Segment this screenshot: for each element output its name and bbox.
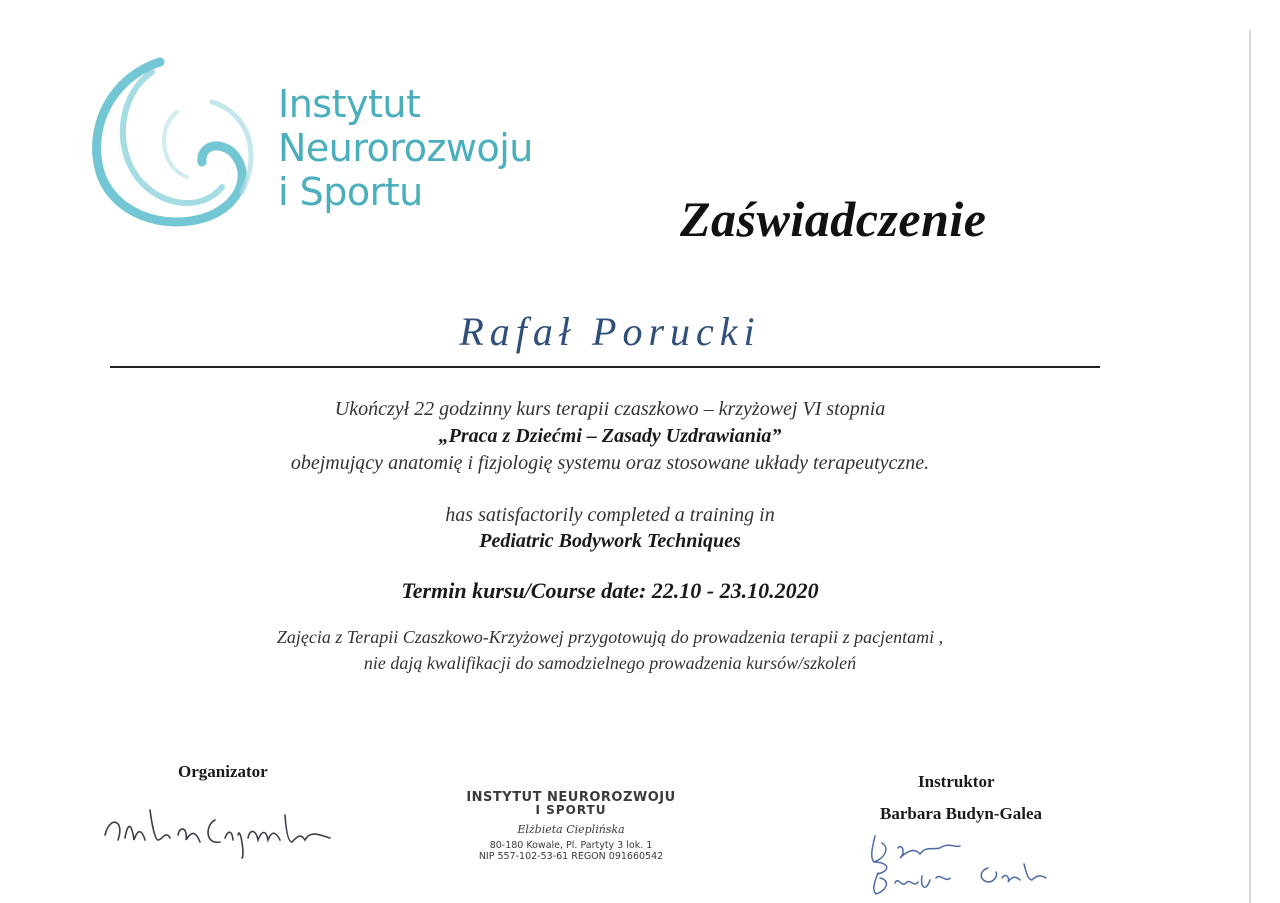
certificate-title: Zaświadczenie xyxy=(680,191,987,247)
course-title-en: Pediatric Bodywork Techniques xyxy=(479,530,741,552)
logo-line-2: Neurorozwoju xyxy=(278,126,533,170)
instructor-label: Instruktor xyxy=(918,772,995,791)
recipient-name-text: Rafał Porucki xyxy=(459,309,761,354)
stamp-line-1: INSTYTUT NEUROROZWOJU xyxy=(466,790,676,805)
instructor-signature xyxy=(860,828,1060,898)
body-line-3: obejmujący anatomię i fizjologię systemu oraz stosowane układy terapeutyczne. xyxy=(290,452,930,474)
logo-line-3: i Sportu xyxy=(278,170,423,214)
institute-stamp xyxy=(466,790,676,862)
disclaimer-line-2: nie dają kwalifikacji do samodzielnego prowadzenia kursów/szkoleń xyxy=(363,653,857,673)
organizer-signature xyxy=(100,800,350,860)
stamp-line-5: NIP 557-102-53-61 REGON 091660542 xyxy=(478,851,664,862)
body-line-1: Ukończył 22 godzinny kurs terapii czaszkowo – krzyżowej VI stopnia xyxy=(334,398,886,420)
stamp-line-3: Elżbieta Cieplińska xyxy=(517,823,625,836)
instructor-name: Barbara Budyn-Galea xyxy=(880,804,1042,823)
body-line-4: has satisfactorily completed a training in xyxy=(445,504,775,526)
disclaimer-line-1: Zajęcia z Terapii Czaszkowo-Krzyżowej przygotowują do prowadzenia terapii z pacjentami , xyxy=(276,627,944,647)
institute-logo xyxy=(82,52,532,242)
name-underline xyxy=(110,366,1100,368)
stamp-line-4: 80-180 Kowale, Pl. Partyty 3 lok. 1 xyxy=(489,840,653,851)
logo-text xyxy=(278,82,533,214)
stamp-line-2: I SPORTU xyxy=(535,803,607,817)
organizer-label: Organizator xyxy=(178,762,268,781)
scan-edge-line xyxy=(1249,30,1251,903)
recipient-name xyxy=(0,308,1220,355)
swirl-logo-icon xyxy=(82,52,282,242)
course-date: Termin kursu/Course date: 22.10 - 23.10.2020 xyxy=(401,578,819,603)
course-title-pl: „Praca z Dziećmi – Zasady Uzdrawiania” xyxy=(438,425,782,447)
logo-line-1: Instytut xyxy=(278,82,421,126)
